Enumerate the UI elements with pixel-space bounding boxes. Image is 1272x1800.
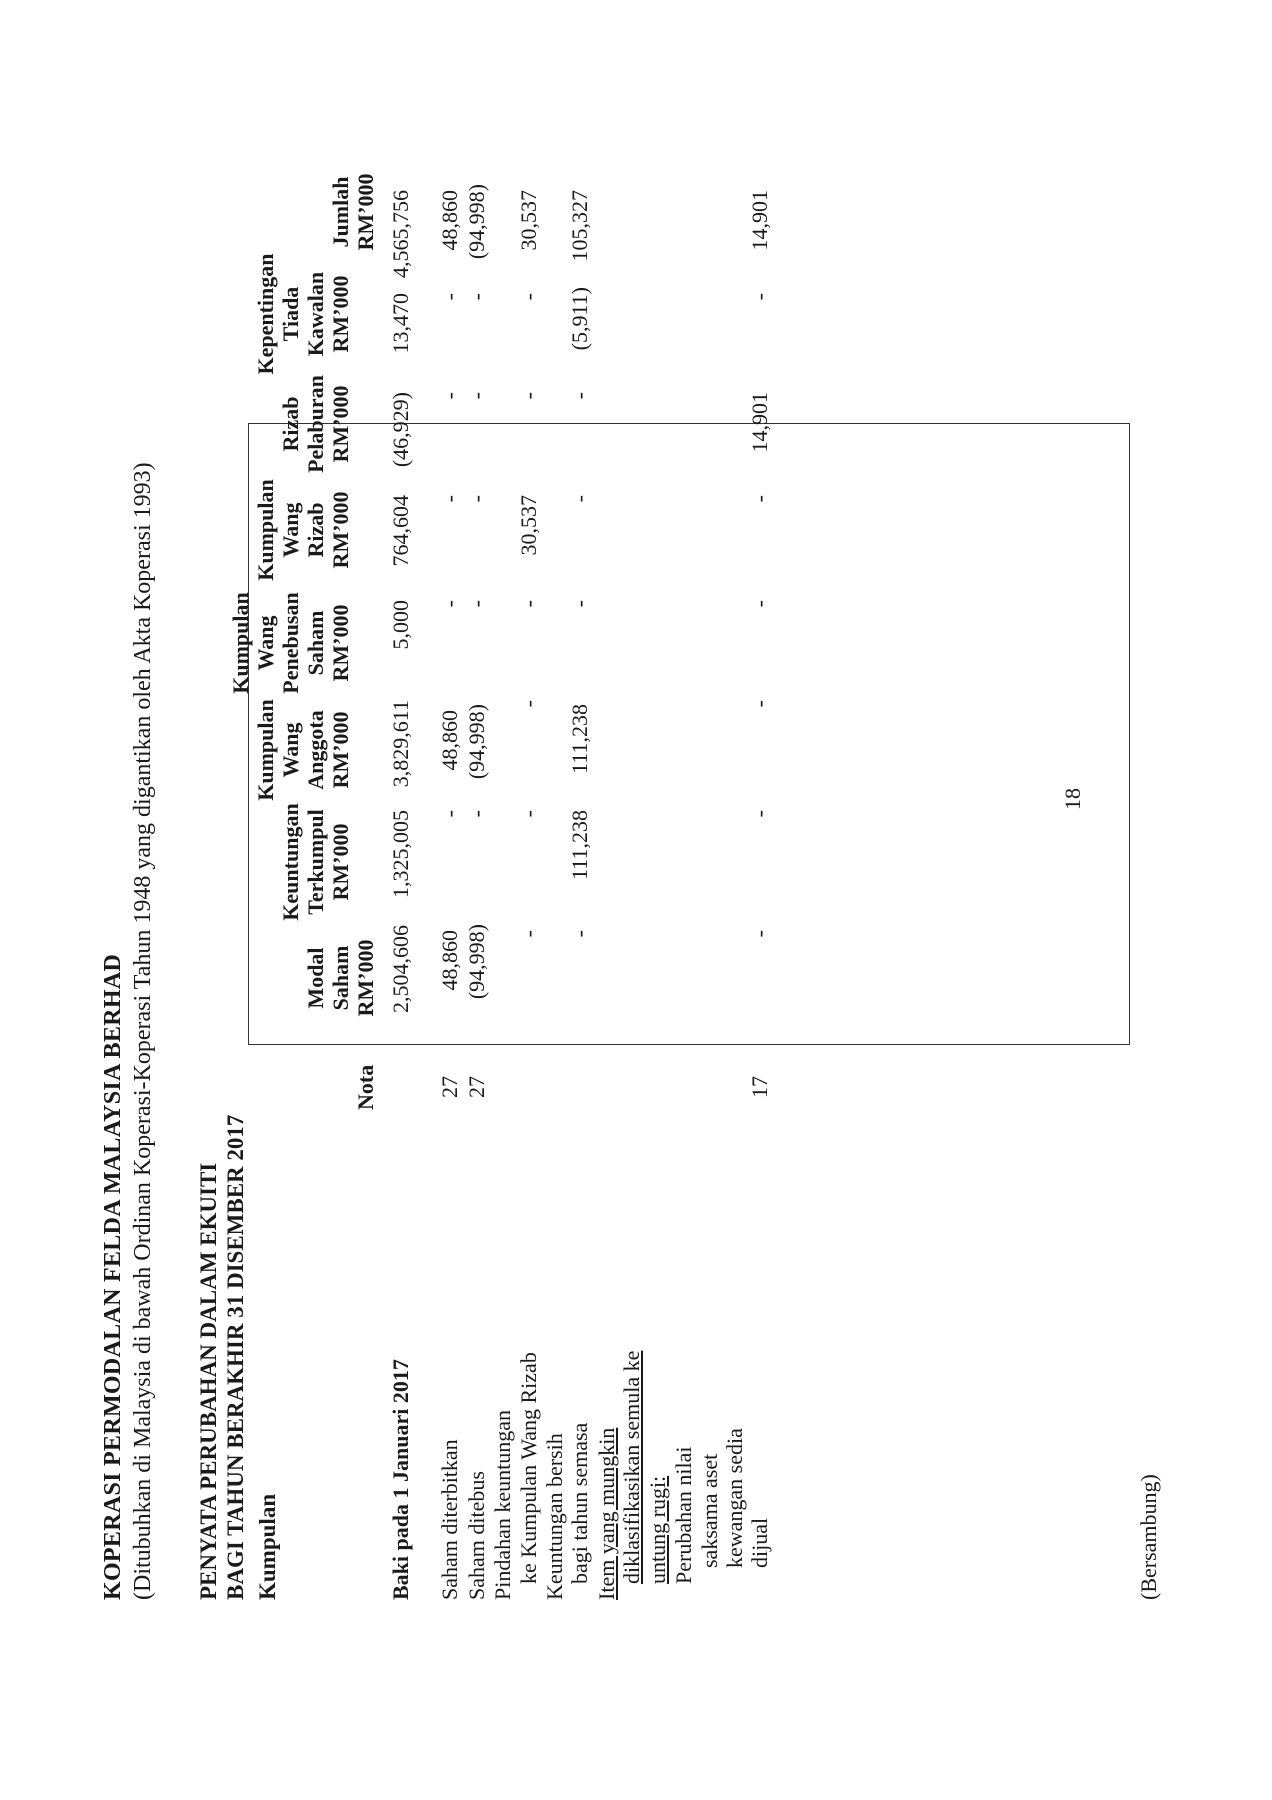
cell-kw-anggota: - xyxy=(516,700,541,708)
cell-kw-anggota: 111,238 xyxy=(567,704,592,774)
row-note: 27 xyxy=(437,1076,462,1098)
cell-kepentingan: (5,911) xyxy=(567,287,592,351)
cell-kepentingan: - xyxy=(516,293,541,301)
col-header-kw-rizab: Kumpulan Wang Rizab RM’000 xyxy=(253,479,353,581)
cell-rizab-pelaburan: - xyxy=(516,392,541,400)
cell-jumlah: 30,537 xyxy=(516,190,541,251)
cell-jumlah: 105,327 xyxy=(567,190,592,262)
cell-modal: 2,504,606 xyxy=(388,925,413,1013)
cell-rizab-pelaburan: - xyxy=(567,392,592,400)
cell-keuntungan: - xyxy=(747,810,772,818)
cell-keuntungan: - xyxy=(464,810,489,818)
statement-period: BAGI TAHUN BERAKHIR 31 DISEMBER 2017 xyxy=(223,1114,248,1600)
cell-kw-rizab: - xyxy=(437,495,462,503)
cell-modal: - xyxy=(747,930,772,938)
col-header-modal: Modal Saham RM’000 xyxy=(303,939,378,1017)
cell-kw-penebusan: - xyxy=(747,600,772,608)
establishment-note: (Ditubuhkan di Malaysia di bawah Ordinan Koperasi-Koperasi Tahun 1948 yang digantikan oleh Akta Koperasi 1993) xyxy=(130,462,156,1600)
row-label: Keuntungan bersih xyxy=(542,1433,567,1600)
row-label: Saham ditebus xyxy=(464,1471,489,1600)
cell-rizab-pelaburan: - xyxy=(437,392,462,400)
cell-kw-penebusan: - xyxy=(437,600,462,608)
organization-name: KOPERASI PERMODALAN FELDA MALAYSIA BERHAD xyxy=(100,953,126,1600)
cell-rizab-pelaburan: (46,929) xyxy=(388,392,413,468)
group-label: Kumpulan xyxy=(255,1493,280,1600)
cell-modal: - xyxy=(567,930,592,938)
cell-kepentingan: - xyxy=(437,293,462,301)
row-label: dijual xyxy=(747,1517,772,1568)
cell-kw-penebusan: - xyxy=(567,600,592,608)
row-note: 17 xyxy=(747,1076,772,1098)
cell-modal: - xyxy=(516,930,541,938)
cell-jumlah: 48,860 xyxy=(437,190,462,251)
row-label: diklasifikasikan semula ke xyxy=(619,1350,644,1584)
cell-kw-anggota: (94,998) xyxy=(464,704,489,780)
cell-kw-anggota: 3,829,611 xyxy=(388,700,413,788)
row-label: Saham diterbitkan xyxy=(437,1439,462,1600)
cell-modal: (94,998) xyxy=(464,924,489,1000)
row-label: kewangan sedia xyxy=(722,1428,747,1568)
cell-keuntungan: 111,238 xyxy=(567,810,592,880)
cell-kw-penebusan: - xyxy=(464,600,489,608)
row-label: Perubahan nilai xyxy=(671,1446,696,1584)
cell-jumlah: (94,998) xyxy=(464,184,489,260)
cell-keuntungan: - xyxy=(437,810,462,818)
cell-keuntungan: 1,325,005 xyxy=(388,810,413,898)
col-header-kw-anggota: Kumpulan Wang Anggota RM’000 xyxy=(253,699,353,801)
cell-kw-rizab: 764,604 xyxy=(388,495,413,567)
cell-rizab-pelaburan: 14,901 xyxy=(747,392,772,453)
cell-kw-rizab: - xyxy=(747,495,772,503)
cell-kepentingan: 13,470 xyxy=(388,293,413,354)
nota-header: Nota xyxy=(353,1064,378,1110)
col-header-kepentingan: Kepentingan Tiada Kawalan RM’000 xyxy=(253,253,353,375)
col-header-keuntungan: Keuntungan Terkumpul RM’000 xyxy=(278,803,353,921)
cell-kw-anggota: 48,860 xyxy=(437,710,462,771)
row-label: Pindahan keuntungan xyxy=(490,1409,515,1600)
row-label: untung rugi: xyxy=(645,1475,670,1584)
col-header-kw-penebusan: Kumpulan Wang Penebusan Saham RM’000 xyxy=(228,592,353,694)
cell-jumlah: 14,901 xyxy=(747,190,772,251)
cell-kw-penebusan: 5,000 xyxy=(388,600,413,650)
cell-kepentingan: - xyxy=(747,293,772,301)
row-label: Baki pada 1 Januari 2017 xyxy=(388,1359,413,1600)
cell-modal: 48,860 xyxy=(437,930,462,991)
cell-kw-penebusan: - xyxy=(516,600,541,608)
cell-kw-rizab: - xyxy=(464,495,489,503)
row-note: 27 xyxy=(464,1076,489,1098)
row-label: Item yang mungkin xyxy=(594,1427,619,1600)
highlight-box xyxy=(248,423,1130,1045)
cell-kw-rizab: 30,537 xyxy=(516,495,541,556)
row-label: saksama aset xyxy=(697,1453,722,1568)
cell-kw-rizab: - xyxy=(567,495,592,503)
page-number: 18 xyxy=(1060,788,1085,810)
col-header-rizab-pelaburan: Rizab Pelaburan RM’000 xyxy=(278,375,353,473)
statement-title: PENYATA PERUBAHAN DALAM EKUITI xyxy=(196,1162,221,1600)
cell-kepentingan: - xyxy=(464,293,489,301)
continued-label: (Bersambung) xyxy=(1136,1474,1161,1600)
cell-keuntungan: - xyxy=(516,810,541,818)
cell-kw-anggota: - xyxy=(747,700,772,708)
col-header-jumlah: Jumlah RM’000 xyxy=(328,173,378,251)
row-label: ke Kumpulan Wang Rizab xyxy=(516,1352,541,1584)
row-label: bagi tahun semasa xyxy=(567,1422,592,1584)
cell-rizab-pelaburan: - xyxy=(464,392,489,400)
cell-jumlah: 4,565,756 xyxy=(388,190,413,278)
